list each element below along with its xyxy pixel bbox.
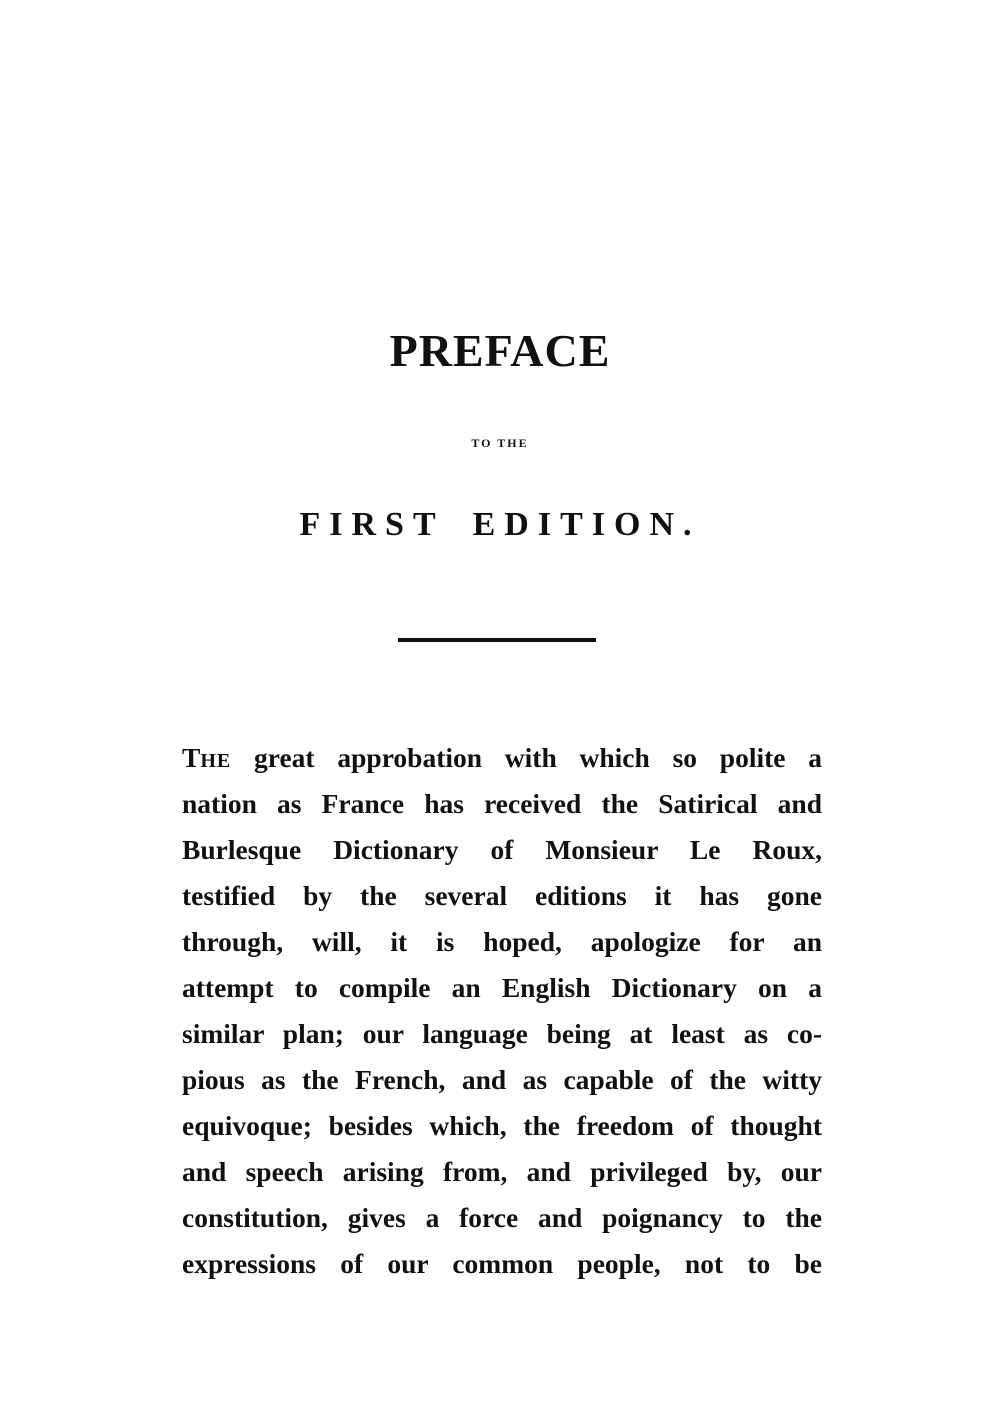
text-line-7: similar plan; our language being at least as co-: [182, 1018, 822, 1049]
text-line-5: through, will, it is hoped, apologize for an: [182, 926, 822, 957]
text-line-8: pious as the French, and as capable of the witty: [182, 1064, 822, 1095]
text-line-2: nation as France has received the Satirical and: [182, 788, 822, 819]
text-line-4: testified by the several editions it has gone: [182, 880, 822, 911]
line-text: great approbation with which so polite a: [231, 742, 822, 773]
text-line-9: equivoque; besides which, the freedom of thought: [182, 1110, 822, 1141]
text-line-1: [182, 735, 822, 781]
opening-smallcaps: HE: [200, 750, 232, 772]
text-line-10: and speech arising from, and privileged by, our: [182, 1156, 822, 1187]
text-line-11: constitution, gives a force and poignancy to the: [182, 1202, 822, 1233]
text-line-3: Burlesque Dictionary of Monsieur Le Roux,: [182, 834, 822, 865]
edition-word-first: FIRST: [299, 506, 445, 543]
text-line-12: expressions of our common people, not to be: [182, 1248, 822, 1279]
horizontal-rule: [398, 638, 596, 642]
page-title: PREFACE: [389, 325, 611, 376]
text-line-6: attempt to compile an English Dictionary on a: [182, 972, 822, 1003]
body-paragraph: [182, 735, 822, 1287]
edition-heading: [0, 508, 1000, 542]
opening-initial: T: [182, 742, 201, 773]
edition-word-edition: EDITION.: [472, 506, 701, 543]
page-subtitle: TO THE: [471, 436, 529, 450]
